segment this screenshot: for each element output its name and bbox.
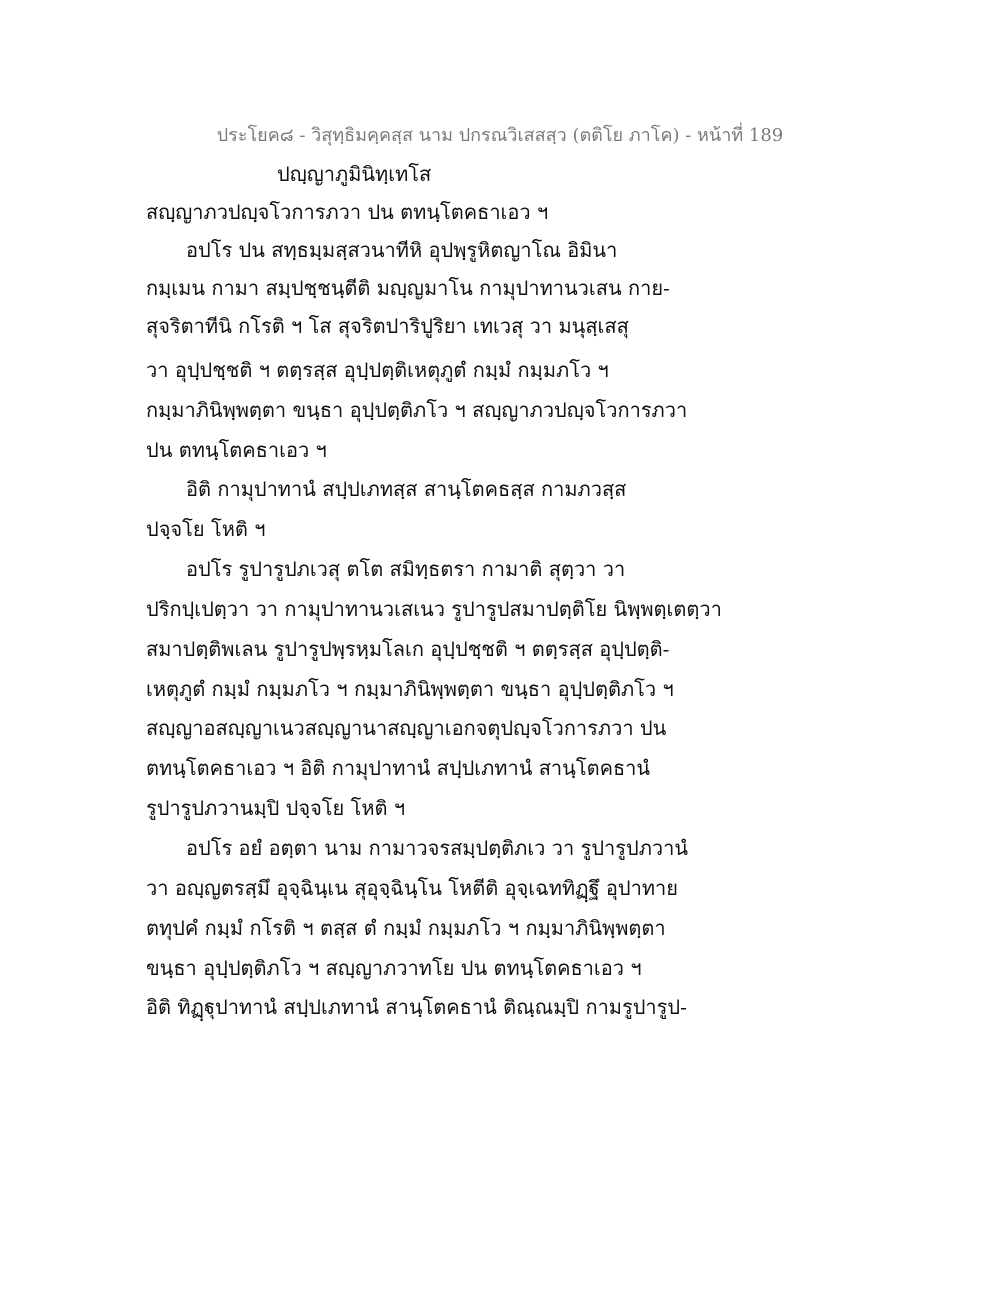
text-line: อิติ ทิฏฺฐุปาทานํ สปฺปเภทานํ สานฺโตคธานํ ติณฺณมฺปิ กามรูปารูป- xyxy=(146,995,687,1019)
text-line: กมฺมาภินิพฺพตฺตา ขนฺธา อุปฺปตฺติภโว ฯ สญฺญาภวปญฺจโวการภวา xyxy=(146,398,688,422)
text-line: วา อญฺญตรสฺมึ อุจฺฉินฺเน สุอุจฺฉินฺโน โหตีติ อุจฺเฉททิฏฺฐึ อุปาทาย xyxy=(146,876,678,900)
text-line: เหตุภูตํ กมฺมํ กมฺมภโว ฯ กมฺมาภินิพฺพตฺตา ขนฺธา อุปฺปตฺติภโว ฯ xyxy=(146,677,674,701)
text-line: สญฺญาอสญฺญาเนวสญฺญานาสญฺญาเอกจตุปญฺจโวการภวา ปน xyxy=(146,716,667,740)
text-line: สุจริตาทีนิ กโรติ ฯ โส สุจริตปาริปูริยา เทเวสุ วา มนุสฺเสสุ xyxy=(146,314,629,338)
running-header: ประโยค๘ - วิสุทฺธิมคฺคสฺส นาม ปกรณวิเสสสฺว (ตติโย ภาโค) - หน้าที่ 189 xyxy=(216,125,784,146)
text-line: อปโร อยํ อตฺตา นาม กามาวจรสมฺปตฺติภเว วา รูปารูปภวานํ xyxy=(186,836,689,860)
text-line: ขนฺธา อุปฺปตฺติภโว ฯ สญฺญาภวาทโย ปน ตทนฺโตคธาเอว ฯ xyxy=(146,956,642,980)
text-line: วา อุปฺปชฺชติ ฯ ตตฺรสฺส อุปฺปตฺติเหตุภูตํ กมฺมํ กมฺมภโว ฯ xyxy=(146,358,609,382)
text-line: อปโร รูปารูปภเวสุ ตโต สมิทฺธตรา กามาติ สุตฺวา วา xyxy=(186,557,626,581)
text-line: สมาปตฺติพเลน รูปารูปพฺรหฺมโลเก อุปฺปชฺชติ ฯ ตตฺรสฺส อุปฺปตฺติ- xyxy=(146,637,670,661)
text-line: ตทุปคํ กมฺมํ กโรติ ฯ ตสฺส ตํ กมฺมํ กมฺมภโว ฯ กมฺมาภินิพฺพตฺตา xyxy=(146,916,666,940)
text-line: รูปารูปภวานมฺปิ ปจฺจโย โหติ ฯ xyxy=(146,796,406,820)
text-line: ปจฺจโย โหติ ฯ xyxy=(146,517,266,541)
section-title: ปญฺญาภูมินิทฺเทโส xyxy=(277,162,432,186)
text-line: อิติ กามุปาทานํ สปฺปเภทสฺส สานฺโตคธสฺส กามภวสฺส xyxy=(186,477,627,501)
text-line: ตทนฺโตคธาเอว ฯ อิติ กามุปาทานํ สปฺปเภทานํ สานฺโตคธานํ xyxy=(146,756,651,780)
text-line: สญฺญาภวปญฺจโวการภวา ปน ตทนฺโตคธาเอว ฯ xyxy=(146,200,549,224)
text-line: ปน ตทนฺโตคธาเอว ฯ xyxy=(146,438,327,462)
text-line: ปริกปฺเปตฺวา วา กามุปาทานวเสเนว รูปารูปสมาปตฺติโย นิพฺพตฺเตตฺวา xyxy=(146,597,722,621)
text-line: กมฺเมน กามา สมฺปชฺชนฺตีติ มญฺญมาโน กามุปาทานวเสน กาย- xyxy=(146,276,670,300)
text-line: อปโร ปน สทฺธมฺมสฺสวนาทีหิ อุปพฺรูหิตญาโณ อิมินา xyxy=(186,238,618,262)
